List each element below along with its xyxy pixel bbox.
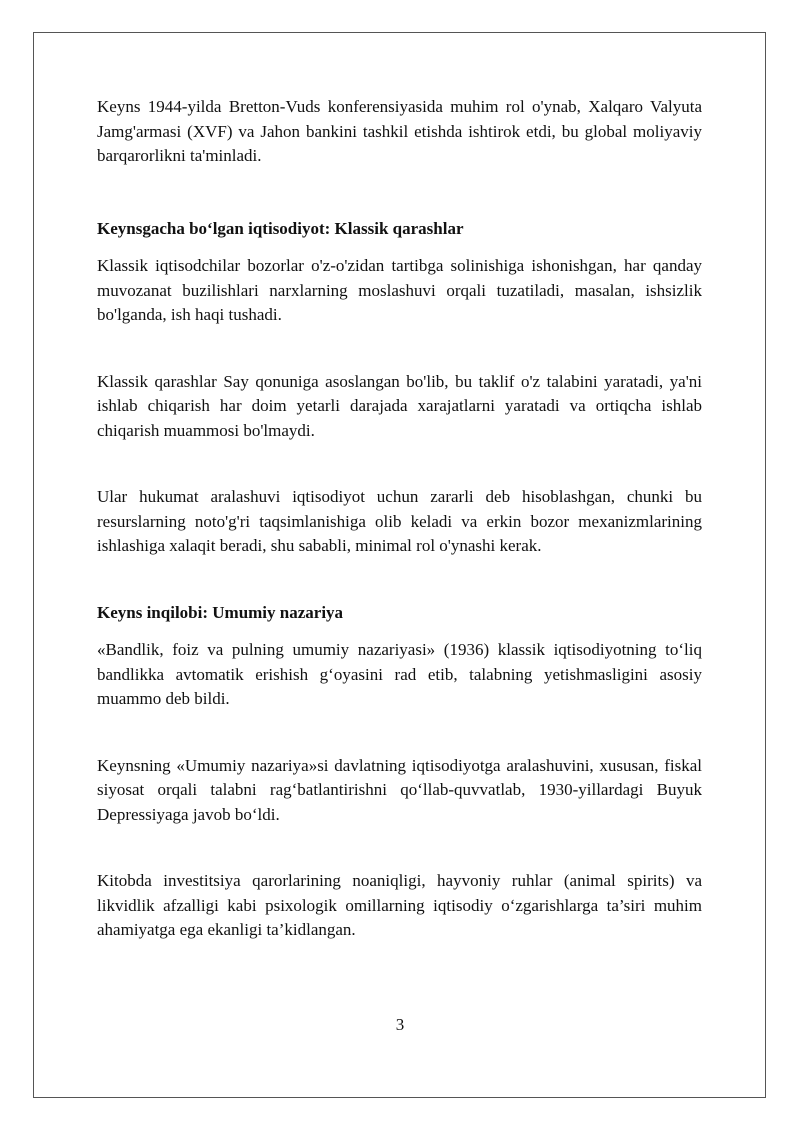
paragraph-government-intervention: Ular hukumat aralashuvi iqtisodiyot uchun zararli deb hisoblashgan, chunki bu resurslarning noto'g'ri taqsimlanishiga olib keladi va erkin bozor mexanizmlarining ishlashiga xalaqit beradi, shu sababli, minimal rol o'ynashi kerak. (97, 487, 702, 555)
paragraph-general-theory-intervention: Keynsning «Umumiy nazariya»si davlatning iqtisodiyotga aralashuvini, xususan, fiskal siyosat orqali talabni rag‘batlantirishni qo‘llab-quvvatlab, 1930-yillardagi Buyuk Depressiyaga javob bo‘ldi. (97, 755, 702, 824)
paragraph-says-law: Klassik qarashlar Say qonuniga asoslangan bo'lib, bu taklif o'z talabini yaratadi, ya'ni ishlab chiqarish har doim yetarli darajada xarajatlarni yaratadi va ortiqcha ishlab chiqarish muammosi bo'lmaydi. (97, 371, 702, 440)
paragraph-bretton-woods: Keyns 1944-yilda Bretton-Vuds konferensiyasida muhim rol o'ynab, Xalqaro Valyuta Jamg'armasi (XVF) va Jahon bankini tashkil etishda ishtirok etdi, bu global moliyaviy barqarorlikni ta'minladi. (97, 97, 702, 165)
paragraph-classical-economists: Klassik iqtisodchilar bozorlar o'z-o'zidan tartibga solinishiga ishonishgan, har qanday muvozanat buzilishlari narxlarning moslashuvi orqali tuzatiladi, masalan, ishsizlik bo'lganda, ish haqi tushadi. (97, 256, 702, 324)
section-heading-keynesian-revolution: Keyns inqilobi: Umumiy nazariya (97, 602, 344, 622)
section-heading-classical-views: Keynsgacha boʻlgan iqtisodiyot: Klassik qarashlar (97, 218, 464, 238)
paragraph-general-theory-book: «Bandlik, foiz va pulning umumiy nazariyasi» (1936) klassik iqtisodiyotning to‘liq bandlikka avtomatik erishish g‘oyasini rad etib, talabning yetishmasligini asosiy muammo deb bildi. (97, 640, 702, 708)
page-content (97, 95, 702, 943)
paragraph-psychological-factors: Kitobda investitsiya qarorlarining noaniqligi, hayvoniy ruhlar (animal spirits) va likvidlik afzalligi kabi psixologik omillarning iqtisodiy o‘zgarishlarga ta’siri muhim ahamiyatga ega ekanligi ta’kidlangan. (97, 871, 702, 939)
page-number: 3 (395, 1015, 405, 1034)
